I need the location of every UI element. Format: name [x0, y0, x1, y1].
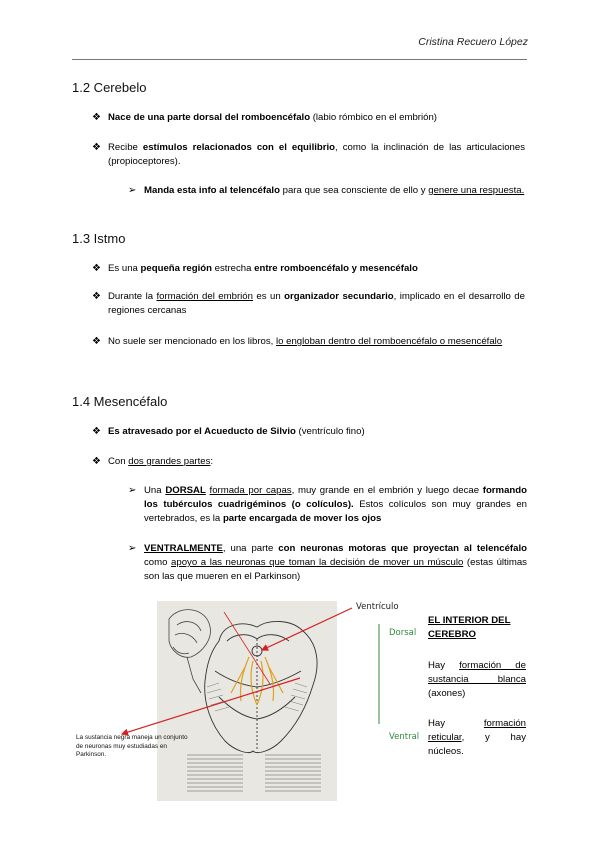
figure-red-line	[224, 612, 270, 684]
text: estrecha	[211, 263, 255, 274]
ventricle-pointer-arrow	[262, 608, 352, 650]
side-paragraph-white-matter	[428, 659, 526, 701]
bold-underlined-text: VENTRALMENTE	[144, 543, 223, 554]
text: Una	[144, 485, 166, 496]
bold-underlined-text: EL INTERIOR DEL CEREBRO	[428, 615, 511, 640]
bold-text: Manda esta info al telencéfalo	[144, 185, 280, 196]
text: como	[144, 557, 172, 568]
text: Es una	[108, 263, 141, 274]
author-name: Cristina Recuero López	[418, 36, 528, 48]
bold-underlined-text: DORSAL	[165, 485, 206, 496]
text: (estas últimas son las que mueren en el Parkinson)	[144, 557, 527, 582]
diamond-bullet-icon: ❖	[92, 291, 101, 302]
text: :	[210, 456, 214, 467]
side-title	[428, 614, 526, 642]
diamond-bullet-icon: ❖	[92, 142, 101, 153]
diamond-bullet-icon: ❖	[92, 112, 101, 123]
underlined-text: formada por capas	[209, 485, 292, 496]
bold-text: parte encargada de mover los ojos	[222, 513, 382, 524]
text: Hay	[428, 718, 484, 729]
bold-text: estímulos relacionados con el equilibrio	[142, 142, 336, 153]
underlined-text: genere una respuesta.	[428, 185, 525, 196]
text: para que sea consciente de ello y	[279, 185, 429, 196]
text: , una parte	[222, 543, 279, 554]
text: No suele ser mencionado en los libros,	[108, 336, 276, 347]
arrow-bullet-icon: ➢	[128, 185, 137, 196]
underlined-text: lo engloban dentro del romboencéfalo o mesencéfalo	[275, 336, 503, 347]
text: Con	[108, 456, 129, 467]
bold-text: Nace de una parte dorsal del romboencéfalo	[108, 112, 311, 123]
diamond-bullet-icon: ❖	[92, 456, 101, 467]
bold-text: organizador secundario	[284, 291, 394, 302]
bold-text: entre romboencéfalo y mesencéfalo	[254, 263, 418, 274]
underlined-text: formación del embrión	[156, 291, 253, 302]
underlined-text: formación de sustancia blanca	[428, 660, 526, 685]
heading-cerebelo: 1.2 Cerebelo	[72, 80, 147, 95]
diamond-bullet-icon: ❖	[92, 426, 101, 437]
substantia-nigra-pointer-arrow	[122, 678, 300, 734]
text: es un	[252, 291, 285, 302]
heading-istmo: 1.3 Istmo	[72, 231, 126, 246]
bold-text: formando los tubérculos cuadrigéminos (o colículos).	[144, 485, 527, 510]
bold-text: con neuronas motoras que proyectan al telencéfalo	[278, 543, 527, 554]
underlined-text: dos grandes partes	[128, 456, 211, 467]
underlined-text: formación reticular	[428, 718, 526, 743]
side-paragraph-reticular	[428, 717, 526, 759]
text: (ventrículo fino)	[295, 426, 365, 437]
diamond-bullet-icon: ❖	[92, 263, 101, 274]
arrow-bullet-icon: ➢	[128, 543, 137, 554]
text: Hay	[428, 660, 460, 671]
bold-text: Es atravesado por el Acueducto de Silvio	[108, 426, 296, 437]
ventral-label: Ventral	[389, 732, 420, 742]
text: , y hay núcleos.	[428, 732, 526, 757]
text: Durante la	[108, 291, 157, 302]
text: (axones)	[428, 688, 466, 699]
text: Recibe	[108, 142, 143, 153]
text: , implicado en el desarrollo de regiones cercanas	[108, 291, 525, 316]
diamond-bullet-icon: ❖	[92, 336, 101, 347]
arrow-bullet-icon: ➢	[128, 485, 137, 496]
text: , como la inclinación de las articulaciones (propioceptores).	[108, 142, 526, 167]
bold-text: pequeña región	[140, 263, 212, 274]
ventricle-label: Ventrículo	[356, 602, 399, 612]
dorsal-label: Dorsal	[389, 628, 417, 638]
substantia-nigra-note: La sustancia negra maneja un conjunto de neuronas muy estudiadas en Parkinson.	[76, 734, 188, 759]
text: Estos colículos son muy grandes en vertebrados, es la	[144, 499, 527, 524]
text: , muy grande en el embrión y luego decae	[291, 485, 483, 496]
text: (labio rómbico en el embrión)	[310, 112, 437, 123]
heading-mesencefalo: 1.4 Mesencéfalo	[72, 394, 168, 409]
underlined-text: apoyo a las neuronas que toman la decisión de mover un músculo	[171, 557, 464, 568]
